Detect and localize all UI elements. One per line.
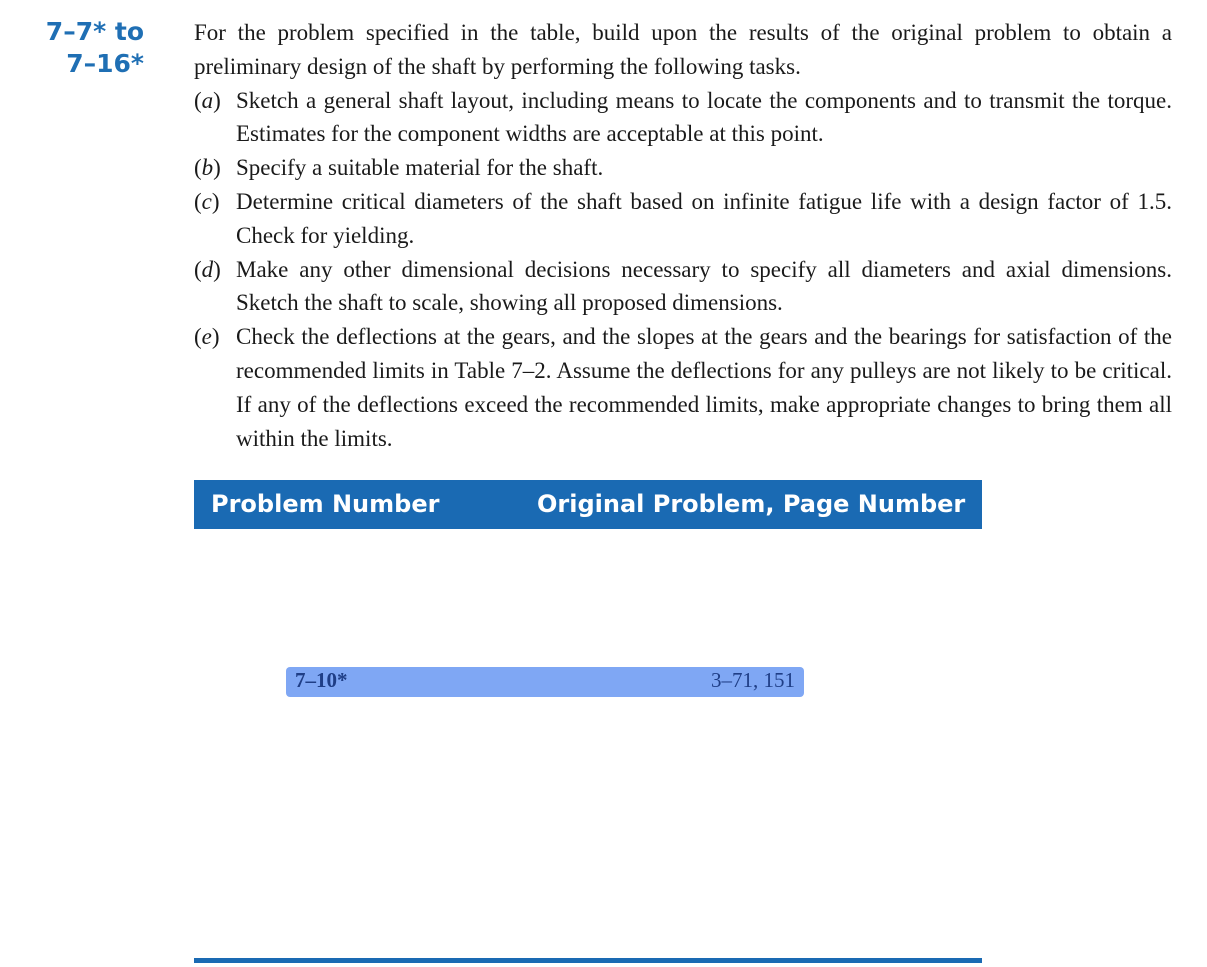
problem-range-line-2: 7–16* [66, 49, 144, 78]
problem-range-line-1: 7–7* to [45, 17, 144, 46]
task-label: (d) [194, 256, 221, 282]
task-e [194, 320, 1172, 455]
task-label: (e) [194, 324, 220, 350]
task-a [194, 84, 1172, 152]
table-bottom-rule [194, 958, 982, 963]
cell-problem-number: 7–10* [295, 668, 348, 692]
task-b [194, 151, 1172, 185]
task-d [194, 253, 1172, 321]
task-text: Determine critical diameters of the shaft based on infinite fatigue life with a design factor of 1.5. Check for yielding. [236, 188, 1172, 248]
problem-number-range [20, 16, 144, 80]
task-label: (c) [194, 188, 220, 214]
task-text: Sketch a general shaft layout, including means to locate the components and to transmit the torque. Estimates for the component widths are acceptable at this point. [236, 87, 1172, 147]
intro-paragraph: For the problem specified in the table, build upon the results of the original problem to obtain a preliminary design of the shaft by performing the following tasks. [194, 20, 1172, 79]
table-header [194, 480, 982, 529]
problem-statement [194, 16, 1172, 455]
column-header-problem-number: Problem Number [211, 490, 440, 518]
task-label: (b) [194, 155, 221, 181]
cell-original-problem: 3–71, 151 [711, 668, 795, 692]
column-header-original-problem: Original Problem, Page Number [537, 490, 966, 518]
task-text: Check the deflections at the gears, and the slopes at the gears and the bearings for satisfaction of the recommended limits in Table 7–2. Assume the deflections for any pulleys are not likely to be critical. If any of the deflections exceed the recommended limits, make appropriate changes to bring them all within the limits. [236, 324, 1172, 451]
task-text: Make any other dimensional decisions necessary to specify all diameters and axial dimensions. Sketch the shaft to scale, showing all proposed dimensions. [236, 256, 1172, 316]
task-c [194, 185, 1172, 253]
task-label: (a) [194, 87, 221, 113]
task-text: Specify a suitable material for the shaft. [236, 155, 604, 181]
table-row-highlighted[interactable] [286, 667, 804, 697]
